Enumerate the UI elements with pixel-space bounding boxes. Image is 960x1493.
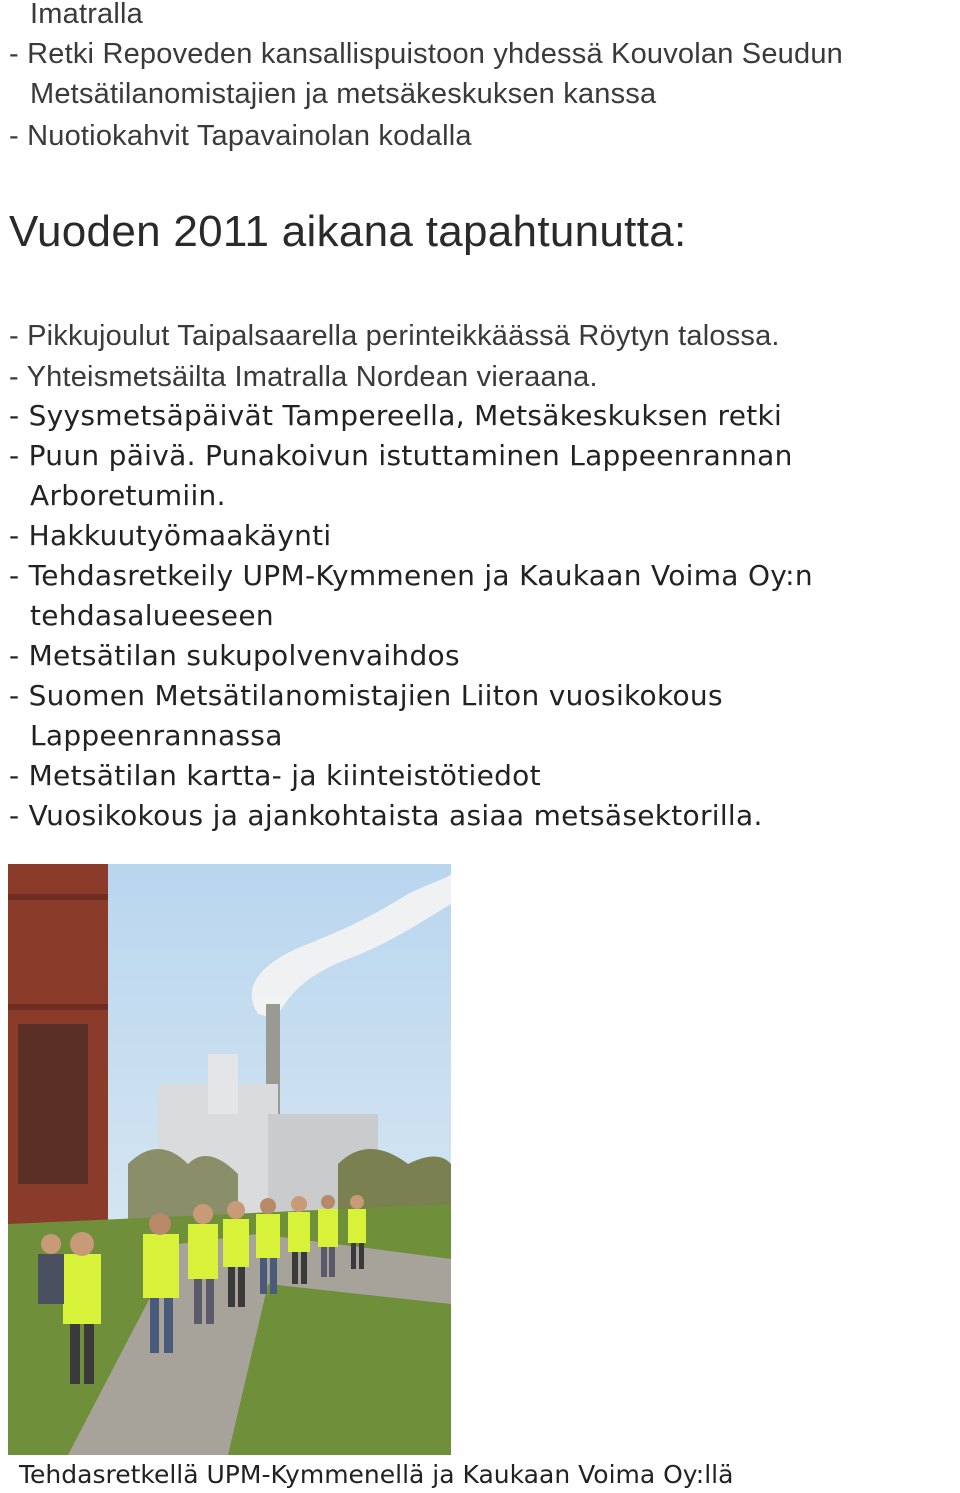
- intro-line-2: - Retki Repoveden kansallispuistoon yhdessä Kouvolan Seudun: [9, 38, 843, 70]
- event-line-9: - Metsätilan sukupolvenvaihdos: [9, 639, 460, 672]
- event-line-5: Arboretumiin.: [30, 479, 226, 512]
- event-line-4: - Puun päivä. Punakoivun istuttaminen Lappeenrannan: [9, 439, 793, 472]
- event-line-7: - Tehdasretkeily UPM-Kymmenen ja Kaukaan Voima Oy:n: [9, 559, 813, 592]
- factory-tour-photo: [8, 864, 451, 1455]
- event-line-6: - Hakkuutyömaakäynti: [9, 519, 332, 552]
- event-line-8: tehdasalueeseen: [30, 599, 274, 632]
- brick-window: [18, 1024, 88, 1184]
- event-line-12: - Metsätilan kartta- ja kiinteistötiedot: [9, 759, 541, 792]
- intro-line-1: Imatralla: [30, 0, 143, 30]
- event-line-2: - Yhteismetsäilta Imatralla Nordean vieraana.: [9, 361, 598, 393]
- event-line-3: - Syysmetsäpäivät Tampereella, Metsäkeskuksen retki: [9, 399, 783, 432]
- photo-illustration: [8, 864, 451, 1455]
- event-line-10: - Suomen Metsätilanomistajien Liiton vuosikokous: [9, 679, 723, 712]
- event-line-11: Lappeenrannassa: [30, 719, 283, 752]
- photo-caption: Tehdasretkellä UPM-Kymmenellä ja Kaukaan Voima Oy:llä: [19, 1460, 734, 1489]
- factory-tower: [208, 1054, 238, 1114]
- intro-line-4: - Nuotiokahvit Tapavainolan kodalla: [9, 120, 472, 152]
- event-line-13: - Vuosikokous ja ajankohtaista asiaa metsäsektorilla.: [9, 799, 763, 832]
- intro-line-3: Metsätilanomistajien ja metsäkeskuksen kanssa: [30, 78, 657, 110]
- event-line-1: - Pikkujoulut Taipalsaarella perinteikkäässä Röytyn talossa.: [9, 320, 780, 352]
- section-heading: Vuoden 2011 aikana tapahtunutta:: [9, 207, 687, 256]
